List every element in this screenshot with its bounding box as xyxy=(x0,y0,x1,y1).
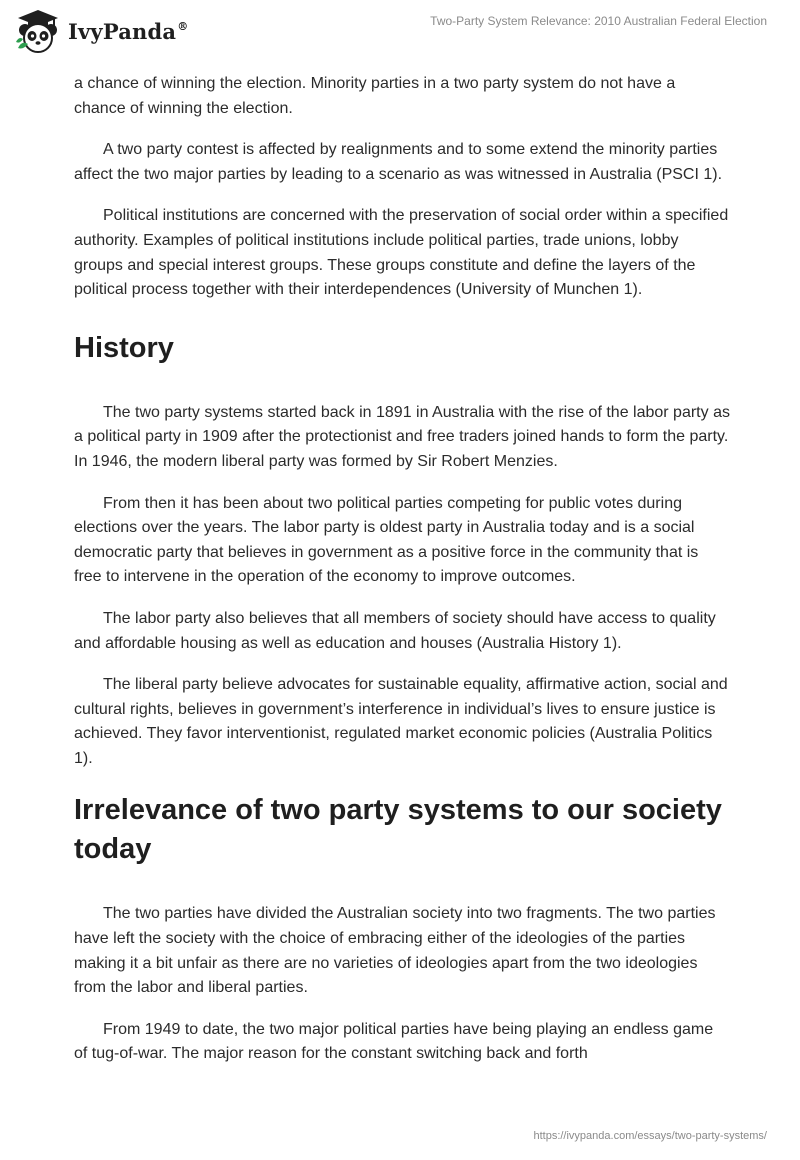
registered-mark: ® xyxy=(177,19,189,33)
paragraph-history-1: The two party systems started back in 1891 in Australia with the rise of the labor party as a political party in 1909 after the protectionist and free traders joined hands to form the party. In 1946, the modern liberal party was formed by Sir Robert Menzies. xyxy=(74,403,730,470)
page-header xyxy=(0,0,800,70)
ivypanda-logo[interactable] xyxy=(14,8,188,54)
document-title: Two-Party System Relevance: 2010 Australian Federal Election xyxy=(430,14,767,28)
heading-irrelevance: Irrelevance of two party systems to our society today xyxy=(74,794,722,866)
heading-history: History xyxy=(74,331,174,364)
paragraph-irrelevance-1: The two parties have divided the Australian society into two fragments. The two parties have left the society with the choice of embracing either of the ideologies of the parties making it a bit unfair as there are no varieties of ideologies apart from the two ideologies from the labor and liberal parties. xyxy=(74,905,716,997)
logo-text xyxy=(68,19,188,44)
source-url[interactable]: https://ivypanda.com/essays/two-party-systems/ xyxy=(533,1130,767,1142)
paragraph-irrelevance-2: From 1949 to date, the two major political parties have being playing an endless game of tug-of-war. The major reason for the constant switching back and forth xyxy=(74,1020,714,1063)
paragraph-history-3: The labor party also believes that all members of society should have access to quality and affordable housing as well as education and houses (Australia History 1). xyxy=(74,609,716,652)
logo-wordmark: IvyPanda xyxy=(68,18,177,44)
paragraph-history-2: From then it has been about two political parties competing for public votes during elections over the years. The labor party is oldest party in Australia today and is a social democratic party that believes in government as a positive force in the community that is free to intervene in the operation of the economy to improve outcomes. xyxy=(74,494,699,586)
paragraph-realignments: A two party contest is affected by realignments and to some extend the minority parties affect the two major parties by leading to a scenario as was witnessed in Australia (PSCI 1). xyxy=(74,141,723,183)
essay-body xyxy=(74,72,730,1084)
paragraph-intro-continued: a chance of winning the election. Minority parties in a two party system do not have a chance of winning the election. xyxy=(74,75,676,117)
panda-graduate-icon xyxy=(14,8,62,54)
paragraph-political-institutions: Political institutions are concerned with the preservation of social order within a specified authority. Examples of political institutions include political parties, trade unions, lobby groups and special interest groups. These groups constitute and define the layers of the political process together with their interdependences (University of Munchen 1). xyxy=(74,207,729,299)
paragraph-history-4: The liberal party believe advocates for sustainable equality, affirmative action, social and cultural rights, believes in government’s interference in individual’s lives to ensure justice is achieved. They favor interventionist, regulated market economic policies (Australia Politics 1). xyxy=(74,676,728,767)
